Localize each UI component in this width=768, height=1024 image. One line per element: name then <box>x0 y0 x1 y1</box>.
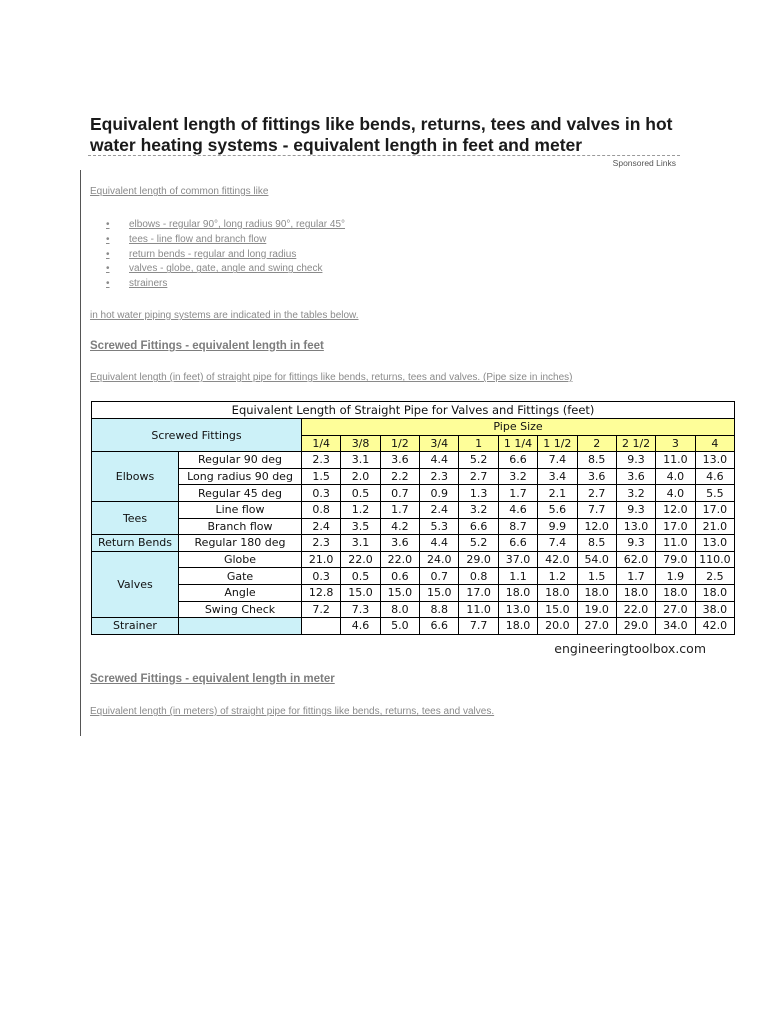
pipe-size-label: Pipe Size <box>302 419 735 436</box>
table-cell: 42.0 <box>695 618 735 635</box>
table-cell: 0.8 <box>459 568 498 585</box>
table-cell: 9.3 <box>616 452 655 469</box>
after-list-link[interactable]: in hot water piping systems are indicated in the tables below. <box>90 310 359 321</box>
table-cell: 4.6 <box>695 468 735 485</box>
table-cell: 110.0 <box>695 551 735 568</box>
table-cell: 3.2 <box>498 468 537 485</box>
table-cell: 24.0 <box>420 551 459 568</box>
fitting-label: Gate <box>179 568 302 585</box>
table-cell: 5.2 <box>459 535 498 552</box>
table-cell: 18.0 <box>498 584 537 601</box>
table-cell: 12.0 <box>577 518 616 535</box>
table-row <box>92 518 735 535</box>
table-cell: 7.2 <box>302 601 341 618</box>
table-row <box>92 468 735 485</box>
table-cell: 2.2 <box>380 468 419 485</box>
table-cell: 29.0 <box>459 551 498 568</box>
table-cell: 15.0 <box>380 584 419 601</box>
table-cell: 0.7 <box>420 568 459 585</box>
fitting-label: Regular 90 deg <box>179 452 302 469</box>
table-cell: 0.5 <box>341 485 380 502</box>
source-credit: engineeringtoolbox.com <box>554 641 706 656</box>
table-cell: 12.0 <box>656 501 695 518</box>
table-caption: Equivalent Length of Straight Pipe for Valves and Fittings (feet) <box>92 402 735 419</box>
group-label: Return Bends <box>92 535 179 552</box>
table-row <box>92 568 735 585</box>
corner-label: Screwed Fittings <box>92 419 302 452</box>
table-row <box>92 452 735 469</box>
table-cell: 21.0 <box>302 551 341 568</box>
table-cell: 20.0 <box>538 618 577 635</box>
table-cell: 18.0 <box>538 584 577 601</box>
table-cell: 7.7 <box>577 501 616 518</box>
bullet-icon: • <box>106 248 110 260</box>
table-cell: 42.0 <box>538 551 577 568</box>
pipe-size-header: 1 1/2 <box>538 435 577 452</box>
table-cell: 7.4 <box>538 535 577 552</box>
pipe-size-header: 2 <box>577 435 616 452</box>
title-divider <box>88 155 680 156</box>
table-cell: 4.6 <box>341 618 380 635</box>
table-cell: 11.0 <box>459 601 498 618</box>
section-heading-meter[interactable]: Screwed Fittings - equivalent length in meter <box>90 673 335 685</box>
table-cell: 6.6 <box>498 452 537 469</box>
table-cell: 18.0 <box>577 584 616 601</box>
table-cell: 17.0 <box>656 518 695 535</box>
fitting-label: Angle <box>179 584 302 601</box>
table-cell: 2.3 <box>302 452 341 469</box>
table-row <box>92 618 735 635</box>
table-cell: 8.5 <box>577 452 616 469</box>
table-cell: 29.0 <box>616 618 655 635</box>
list-item[interactable] <box>106 262 345 277</box>
table-cell: 3.2 <box>459 501 498 518</box>
table-cell: 2.7 <box>459 468 498 485</box>
table-cell: 6.6 <box>498 535 537 552</box>
pipe-size-header: 3/4 <box>420 435 459 452</box>
table-cell: 5.2 <box>459 452 498 469</box>
table-cell: 12.8 <box>302 584 341 601</box>
table-cell: 4.4 <box>420 535 459 552</box>
table-cell: 8.8 <box>420 601 459 618</box>
table-cell: 1.7 <box>380 501 419 518</box>
table-cell: 17.0 <box>695 501 735 518</box>
pipe-size-header: 1 1/4 <box>498 435 537 452</box>
fittings-list <box>106 218 345 292</box>
intro-link[interactable]: Equivalent length of common fittings like <box>90 186 269 197</box>
table-header-row <box>92 419 735 436</box>
section-description-meter[interactable]: Equivalent length (in meters) of straight pipe for fittings like bends, returns, tees and valves. <box>90 706 495 717</box>
list-item-text[interactable]: elbows - regular 90°, long radius 90°, regular 45° <box>129 219 346 230</box>
table-cell: 19.0 <box>577 601 616 618</box>
group-label: Valves <box>92 551 179 617</box>
table-cell: 5.6 <box>538 501 577 518</box>
table-cell: 8.0 <box>380 601 419 618</box>
table-cell: 17.0 <box>459 584 498 601</box>
pipe-size-header: 1 <box>459 435 498 452</box>
table-cell: 5.0 <box>380 618 419 635</box>
table-cell: 3.6 <box>616 468 655 485</box>
table-cell: 1.5 <box>302 468 341 485</box>
table-cell: 1.9 <box>656 568 695 585</box>
table-cell: 3.6 <box>380 452 419 469</box>
table-row <box>92 551 735 568</box>
table-row <box>92 584 735 601</box>
group-label: Tees <box>92 501 179 534</box>
table-row <box>92 535 735 552</box>
table-cell: 2.5 <box>695 568 735 585</box>
table-cell: 18.0 <box>695 584 735 601</box>
table-cell: 18.0 <box>498 618 537 635</box>
table-cell: 15.0 <box>341 584 380 601</box>
table-cell: 2.4 <box>302 518 341 535</box>
table-cell: 0.9 <box>420 485 459 502</box>
table-cell: 1.2 <box>538 568 577 585</box>
section-heading-feet[interactable]: Screwed Fittings - equivalent length in feet <box>90 340 324 352</box>
table-cell: 1.7 <box>498 485 537 502</box>
list-item[interactable] <box>106 218 345 233</box>
table-cell: 9.3 <box>616 501 655 518</box>
group-label: Strainer <box>92 618 179 635</box>
table-cell: 6.6 <box>459 518 498 535</box>
table-cell: 13.0 <box>498 601 537 618</box>
bullet-icon: • <box>106 233 110 245</box>
list-item-text[interactable]: strainers <box>129 278 168 290</box>
fitting-label: Long radius 90 deg <box>179 468 302 485</box>
table-cell: 0.3 <box>302 568 341 585</box>
table-cell: 3.1 <box>341 452 380 469</box>
fitting-label: Globe <box>179 551 302 568</box>
table-cell: 11.0 <box>656 535 695 552</box>
table-cell: 4.0 <box>656 485 695 502</box>
table-cell: 22.0 <box>616 601 655 618</box>
table-cell: 13.0 <box>695 535 735 552</box>
table-row <box>92 485 735 502</box>
table-cell: 2.3 <box>302 535 341 552</box>
table-cell: 1.2 <box>341 501 380 518</box>
list-item-text[interactable]: valves - globe, gate, angle and swing check <box>129 263 323 275</box>
table-cell: 5.5 <box>695 485 735 502</box>
table-cell: 3.2 <box>616 485 655 502</box>
table-row <box>92 601 735 618</box>
left-content-rule <box>80 170 81 736</box>
table-cell: 2.4 <box>420 501 459 518</box>
fitting-label: Regular 45 deg <box>179 485 302 502</box>
table-cell: 27.0 <box>656 601 695 618</box>
bullet-icon: • <box>106 278 110 290</box>
table-cell: 22.0 <box>380 551 419 568</box>
table-cell: 0.8 <box>302 501 341 518</box>
table-caption-row <box>92 402 735 419</box>
pipe-size-header: 1/2 <box>380 435 419 452</box>
pipe-size-header: 3 <box>656 435 695 452</box>
pipe-size-header: 3/8 <box>341 435 380 452</box>
pipe-size-header: 4 <box>695 435 735 452</box>
table-cell: 8.7 <box>498 518 537 535</box>
table-cell: 7.7 <box>459 618 498 635</box>
table-cell: 4.0 <box>656 468 695 485</box>
table-cell: 4.6 <box>498 501 537 518</box>
table-cell: 0.5 <box>341 568 380 585</box>
table-cell: 9.9 <box>538 518 577 535</box>
table-cell: 62.0 <box>616 551 655 568</box>
table-cell: 3.6 <box>380 535 419 552</box>
bullet-icon: • <box>106 263 110 275</box>
table-cell: 79.0 <box>656 551 695 568</box>
table-cell: 1.3 <box>459 485 498 502</box>
table-cell: 9.3 <box>616 535 655 552</box>
fitting-label: Branch flow <box>179 518 302 535</box>
table-cell: 6.6 <box>420 618 459 635</box>
table-cell: 1.7 <box>616 568 655 585</box>
table-cell: 2.0 <box>341 468 380 485</box>
table-cell: 0.6 <box>380 568 419 585</box>
list-item[interactable] <box>106 233 345 248</box>
list-item[interactable] <box>106 277 345 292</box>
table-cell: 8.5 <box>577 535 616 552</box>
table-cell: 34.0 <box>656 618 695 635</box>
list-item-text[interactable]: return bends - regular and long radius <box>129 248 297 260</box>
table-cell: 38.0 <box>695 601 735 618</box>
bullet-icon: • <box>106 219 110 230</box>
fitting-label: Line flow <box>179 501 302 518</box>
table-cell: 0.3 <box>302 485 341 502</box>
table-cell: 18.0 <box>656 584 695 601</box>
table-cell: 5.3 <box>420 518 459 535</box>
table-cell: 15.0 <box>538 601 577 618</box>
table-cell: 13.0 <box>616 518 655 535</box>
table-cell: 21.0 <box>695 518 735 535</box>
table-cell: 22.0 <box>341 551 380 568</box>
table-cell: 1.1 <box>498 568 537 585</box>
table-cell: 37.0 <box>498 551 537 568</box>
section-description-feet[interactable]: Equivalent length (in feet) of straight pipe for fittings like bends, returns, tees and valves. (Pipe size in inches) <box>90 372 573 383</box>
table-cell: 2.1 <box>538 485 577 502</box>
table-cell: 13.0 <box>695 452 735 469</box>
table-cell: 27.0 <box>577 618 616 635</box>
table-cell: 15.0 <box>420 584 459 601</box>
table-cell: 3.5 <box>341 518 380 535</box>
sponsored-links-label: Sponsored Links <box>612 158 676 168</box>
fitting-label: Swing Check <box>179 601 302 618</box>
table-cell <box>302 618 341 635</box>
table-cell: 18.0 <box>616 584 655 601</box>
pipe-size-header: 2 1/2 <box>616 435 655 452</box>
fitting-label: Regular 180 deg <box>179 535 302 552</box>
table-cell: 1.5 <box>577 568 616 585</box>
table-row <box>92 501 735 518</box>
equivalent-length-table <box>91 401 735 635</box>
pipe-size-header: 1/4 <box>302 435 341 452</box>
page-title: Equivalent length of fittings like bends, returns, tees and valves in hot water heating systems - equivalent length in feet and meter <box>90 114 673 155</box>
table-cell: 0.7 <box>380 485 419 502</box>
table-cell: 54.0 <box>577 551 616 568</box>
table-cell: 4.2 <box>380 518 419 535</box>
group-label: Elbows <box>92 452 179 502</box>
table-cell: 3.1 <box>341 535 380 552</box>
table-cell: 11.0 <box>656 452 695 469</box>
table-cell: 7.3 <box>341 601 380 618</box>
table-cell: 3.6 <box>577 468 616 485</box>
fitting-label <box>179 618 302 635</box>
list-item[interactable] <box>106 248 345 263</box>
table-cell: 2.7 <box>577 485 616 502</box>
table-cell: 2.3 <box>420 468 459 485</box>
table-cell: 4.4 <box>420 452 459 469</box>
list-item-text[interactable]: tees - line flow and branch flow <box>129 233 267 245</box>
table-cell: 3.4 <box>538 468 577 485</box>
table-cell: 7.4 <box>538 452 577 469</box>
